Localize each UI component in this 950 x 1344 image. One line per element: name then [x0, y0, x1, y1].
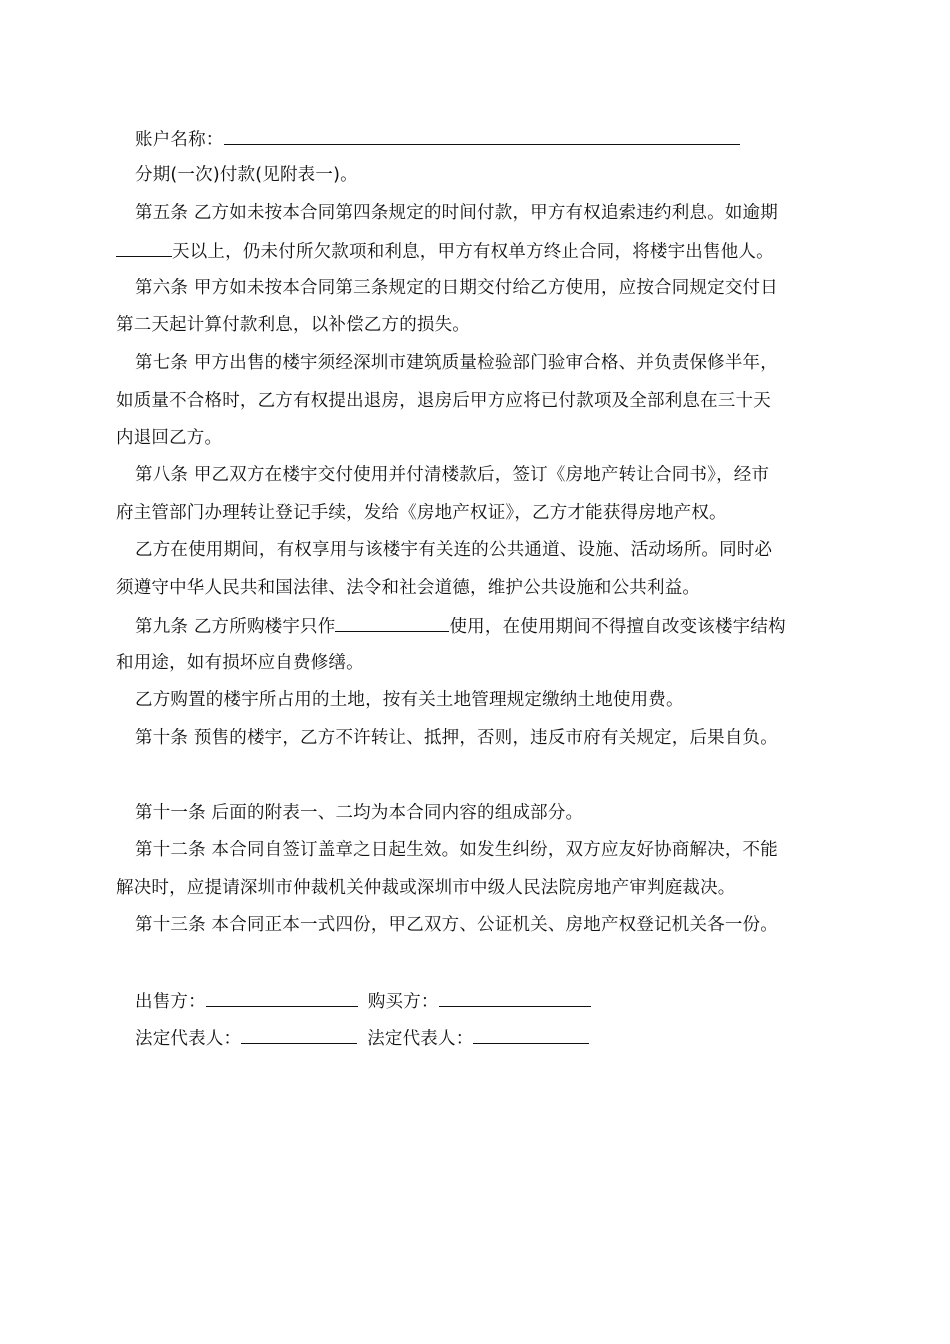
usage-purpose-blank[interactable]: [335, 613, 449, 632]
overdue-days-blank[interactable]: [116, 238, 172, 257]
account-name-blank[interactable]: [224, 126, 740, 145]
article-6-line-2: 第二天起计算付款利息，以补偿乙方的损失。: [116, 315, 470, 335]
article-8-line-2: 府主管部门办理转让登记手续，发给《房地产权证》，乙方才能获得房地产权。: [116, 503, 727, 523]
article-5-line-2: [116, 238, 774, 264]
article-8-line-3: 乙方在使用期间，有权享用与该楼宇有关连的公共通道、设施、活动场所。同时必: [135, 540, 773, 560]
article-7-line-1: 第七条 甲方出售的楼宇须经深圳市建筑质量检验部门验审合格、并负责保修半年，: [135, 353, 778, 373]
article-7-line-2: 如质量不合格时，乙方有权提出退房，退房后甲方应将已付款项及全部利息在三十天: [116, 391, 771, 411]
article-7-line-3: 内退回乙方。: [116, 428, 223, 448]
article-11: 第十一条 后面的附表一、二均为本合同内容的组成部分。: [135, 803, 584, 823]
article-10: 第十条 预售的楼宇，乙方不许转让、抵押，否则，违反市府有关规定，后果自负。: [135, 728, 778, 748]
seller-blank[interactable]: [206, 988, 358, 1007]
article-9-line-2: 和用途，如有损坏应自费修缮。: [116, 653, 364, 673]
article-8-line-1: 第八条 甲乙双方在楼宇交付使用并付清楼款后，签订《房地产转让合同书》，经市: [135, 465, 770, 485]
article-12-line-1: 第十二条 本合同自签订盖章之日起生效。如发生纠纷，双方应友好协商解决，不能: [135, 840, 778, 860]
signature-row-2: [135, 1025, 589, 1051]
buyer-blank[interactable]: [439, 988, 591, 1007]
account-name-line: [135, 126, 740, 152]
seller-label: 出售方：: [135, 992, 206, 1012]
buyer-rep-label: 法定代表人：: [367, 1029, 474, 1049]
buyer-rep-blank[interactable]: [473, 1025, 589, 1044]
seller-rep-blank[interactable]: [241, 1025, 357, 1044]
article-9-line-3: 乙方购置的楼宇所占用的土地，按有关土地管理规定缴纳土地使用费。: [135, 690, 684, 710]
signature-row-1: [135, 988, 591, 1014]
article-12-line-2: 解决时，应提请深圳市仲裁机关仲裁或深圳市中级人民法院房地产审判庭裁决。: [116, 878, 736, 898]
article-13: 第十三条 本合同正本一式四份，甲乙双方、公证机关、房地产权登记机关各一份。: [135, 915, 778, 935]
article-5-line-1: [135, 201, 833, 225]
article-9-text-1b: 使用，在使用期间不得擅自改变该楼宇结构: [449, 617, 786, 637]
article-9-text-1a: 第九条 乙方所购楼宇只作: [135, 617, 336, 637]
installment-line: 分期(一次)付款(见附表一)。: [135, 165, 358, 185]
article-5-text-2: 天以上，仍未付所欠款项和利息，甲方有权单方终止合同，将楼宇出售他人。: [172, 242, 774, 262]
article-5-text-1: 第五条 乙方如未按本合同第四条规定的时间付款，甲方有权追索违约利息。如逾期: [135, 203, 778, 223]
account-name-label: 账户名称：: [135, 130, 224, 150]
article-9-line-1: [135, 613, 786, 639]
buyer-label: 购买方：: [367, 992, 439, 1012]
seller-rep-label: 法定代表人：: [135, 1029, 242, 1049]
article-8-line-4: 须遵守中华人民共和国法律、法令和社会道德，维护公共设施和公共利益。: [116, 578, 701, 598]
article-6-line-1: 第六条 甲方如未按本合同第三条规定的日期交付给乙方使用，应按合同规定交付日: [135, 278, 778, 298]
